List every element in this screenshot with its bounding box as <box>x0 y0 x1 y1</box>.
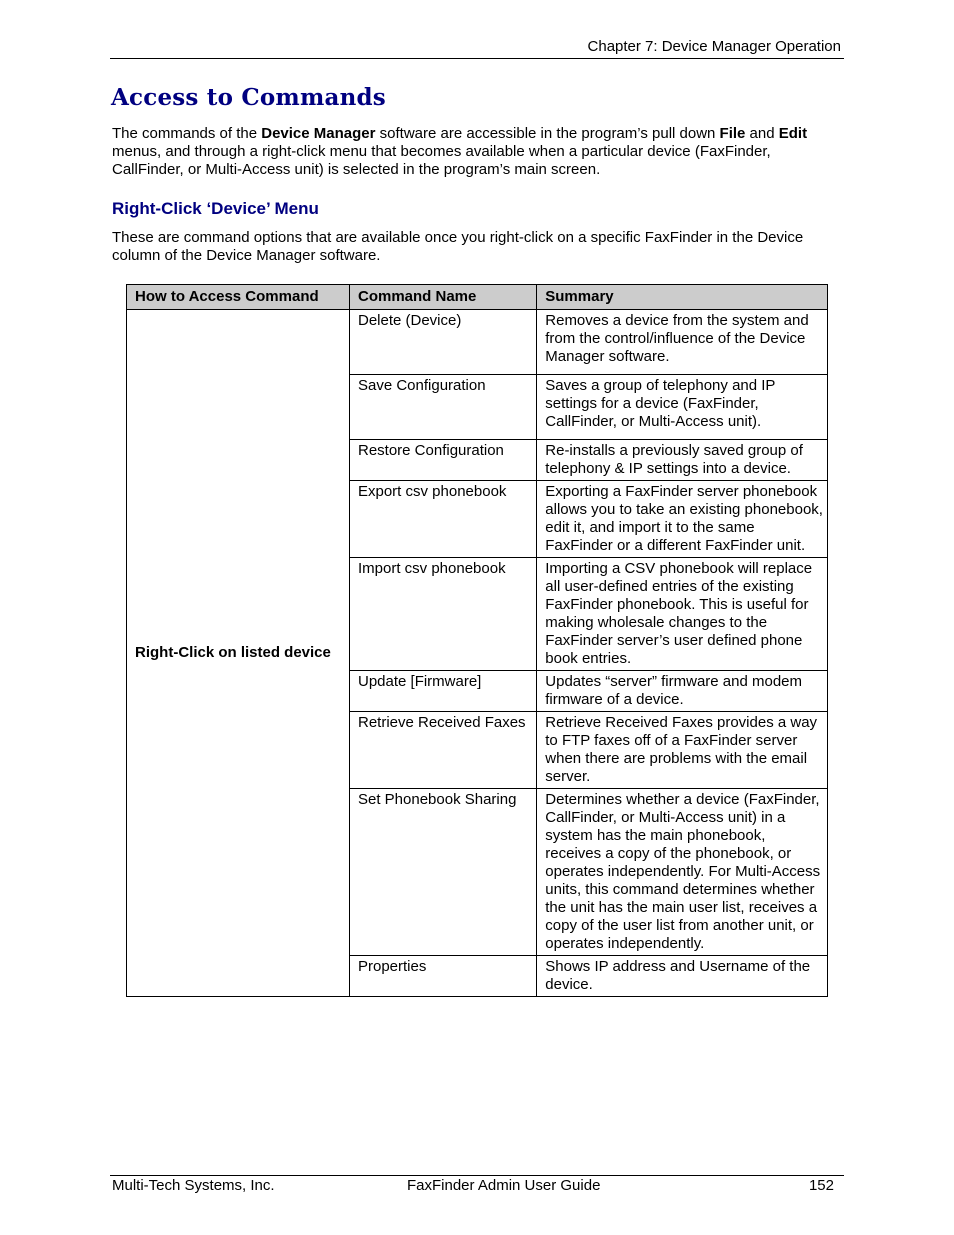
command-name-cell: Import csv phonebook <box>349 558 536 671</box>
summary-cell: Removes a device from the system and from the control/influence of the Device Manager software. <box>537 310 828 375</box>
summary-cell: Determines whether a device (FaxFinder, CallFinder, or Multi-Access unit) in a system has the main phonebook, receives a copy of the phonebook, or operates independently. For Multi-Access units, this command determines whether the unit has the main user list, receives a copy of the user list from another unit, or operates independently. <box>537 789 828 956</box>
intro-text-1: The commands of the <box>112 125 262 142</box>
header-rule <box>110 58 844 59</box>
summary-cell: Saves a group of telephony and IP settings for a device (FaxFinder, CallFinder, or Multi-Access unit). <box>537 375 828 440</box>
summary-cell: Shows IP address and Username of the device. <box>537 956 828 997</box>
intro-text-2: software are accessible in the program’s pull down <box>375 125 720 142</box>
summary-cell: Importing a CSV phonebook will replace all user-defined entries of the existing FaxFinder phonebook. This is useful for making wholesale changes to the FaxFinder server’s user defined phone book entries. <box>537 558 828 671</box>
summary-cell: Exporting a FaxFinder server phonebook allows you to take an existing phonebook, edit it, and import it to the same FaxFinder or a different FaxFinder unit. <box>537 481 828 558</box>
intro-text-3: and <box>745 125 779 142</box>
command-name-cell: Retrieve Received Faxes <box>349 712 536 789</box>
footer-rule <box>110 1175 844 1176</box>
footer-company: Multi-Tech Systems, Inc. <box>112 1177 275 1194</box>
running-header: Chapter 7: Device Manager Operation <box>587 38 841 55</box>
summary-cell: Updates “server” firmware and modem firmware of a device. <box>537 671 828 712</box>
table-row <box>127 310 828 375</box>
page-number: 152 <box>808 1177 834 1194</box>
page-title: Access to Commands <box>111 84 386 111</box>
intro-text-4: menus, and through a right-click menu that becomes available when a particular device (FaxFinder, CallFinder, or Multi-Access unit) is selected in the program’s main screen. <box>112 143 771 178</box>
access-method-cell: Right-Click on listed device <box>127 310 350 997</box>
header-summary: Summary <box>537 285 828 310</box>
footer-guide-title: FaxFinder Admin User Guide <box>407 1177 601 1194</box>
command-name-cell: Set Phonebook Sharing <box>349 789 536 956</box>
commands-table <box>126 284 828 997</box>
intro-paragraph <box>112 125 842 179</box>
command-name-cell: Delete (Device) <box>349 310 536 375</box>
command-name-cell: Update [Firmware] <box>349 671 536 712</box>
table-header-row <box>127 285 828 310</box>
intro-bold-device-manager: Device Manager <box>261 125 376 142</box>
intro-bold-file: File <box>719 125 746 142</box>
command-name-cell: Export csv phonebook <box>349 481 536 558</box>
command-name-cell: Properties <box>349 956 536 997</box>
header-command-name: Command Name <box>349 285 536 310</box>
summary-cell: Re-installs a previously saved group of telephony & IP settings into a device. <box>537 440 828 481</box>
intro-bold-edit: Edit <box>778 125 808 142</box>
command-name-cell: Save Configuration <box>349 375 536 440</box>
summary-cell: Retrieve Received Faxes provides a way to FTP faxes off of a FaxFinder server when there are problems with the email server. <box>537 712 828 789</box>
section-paragraph: These are command options that are available once you right-click on a specific FaxFinder in the Device column of the Device Manager software. <box>112 229 804 264</box>
section-heading: Right-Click ‘Device’ Menu <box>112 199 319 218</box>
header-how-to-access: How to Access Command <box>127 285 350 310</box>
command-name-cell: Restore Configuration <box>349 440 536 481</box>
